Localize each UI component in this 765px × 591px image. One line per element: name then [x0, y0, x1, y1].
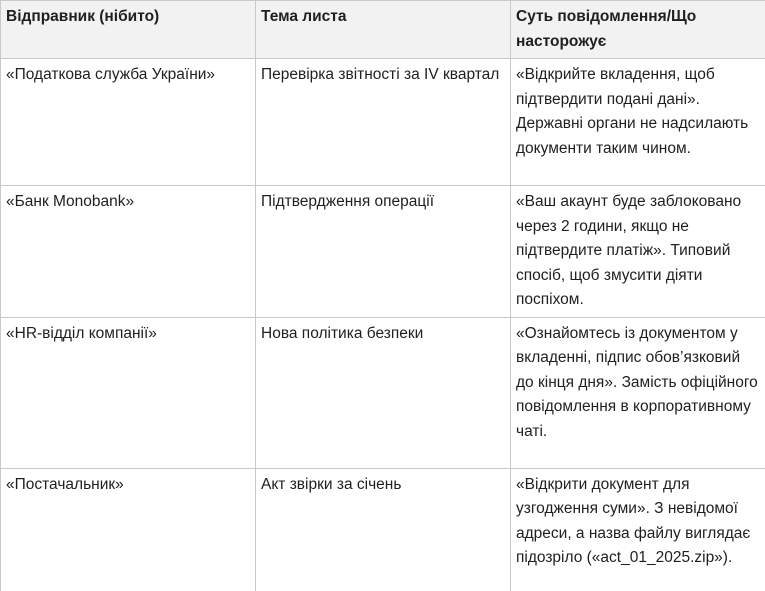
- cell-essence: «Відкрийте вкладення, щоб підтвердити подані дані». Державні органи не надсилають документи таким чином.: [511, 59, 765, 186]
- cell-subject: Перевірка звітності за IV квартал: [256, 59, 511, 186]
- cell-sender: «Постачальник»: [1, 468, 256, 591]
- cell-essence: «Ваш акаунт буде заблоковано через 2 години, якщо не підтвердите платіж». Типовий спосіб, щоб змусити діяти поспіхом.: [511, 186, 765, 318]
- table-row: [1, 468, 765, 591]
- table-body: [1, 59, 765, 591]
- cell-subject: Нова політика безпеки: [256, 317, 511, 468]
- cell-sender: «HR-відділ компанії»: [1, 317, 256, 468]
- table-header: [1, 1, 765, 59]
- header-row: [1, 1, 765, 59]
- cell-subject: Підтвердження операції: [256, 186, 511, 318]
- cell-essence: «Відкрити документ для узгодження суми». З невідомої адреси, а назва файлу виглядає підозріло («act_01_2025.zip»).: [511, 468, 765, 591]
- cell-subject: Акт звірки за січень: [256, 468, 511, 591]
- header-sender: Відправник (нібито): [1, 1, 256, 59]
- table-row: [1, 59, 765, 186]
- cell-sender: «Податкова служба України»: [1, 59, 256, 186]
- table-row: [1, 317, 765, 468]
- header-essence: Суть повідомлення/Що насторожує: [511, 1, 765, 59]
- cell-essence: «Ознайомтесь із документом у вкладенні, підпис обов’язковий до кінця дня». Замість офіційного повідомлення в корпоративному чаті.: [511, 317, 765, 468]
- table-row: [1, 186, 765, 318]
- cell-sender: «Банк Monobank»: [1, 186, 256, 318]
- header-subject: Тема листа: [256, 1, 511, 59]
